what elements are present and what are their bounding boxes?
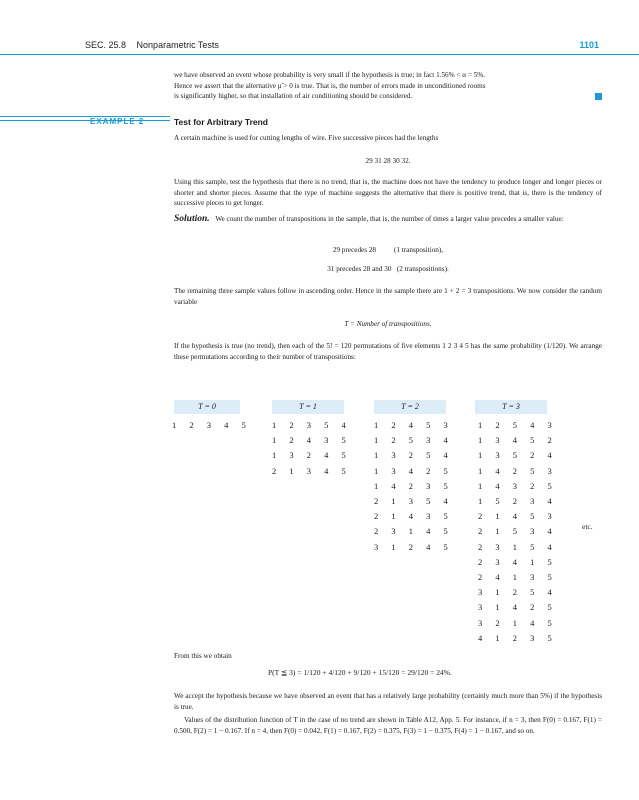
solution-label: Solution. [174,214,210,224]
example-paragraph-2: Using this sample, test the hypothesis that there is no trend, that is, the machine does not have the tendency to produce longer and longer pieces or shorter and shorter pieces. Assume that the type of machine suggests the alternative that there is positive trend, that is, there is the tendency of successive pieces to get longer. [174,178,602,208]
intro-line-3: is significantly higher, so that installation of air conditioning should be considered. [174,92,413,101]
etc-note: etc. [582,522,593,531]
intro-line-1: we have observed an event whose probability is very small if the hypothesis is true; in fact 1.56% < α = 5%. [174,71,486,79]
table-header-t1: T = 1 [272,400,344,414]
example-paragraph-3: The remaining three sample values follow in ascending order. Hence in the sample there are 1 + 2 = 3 transpositions. We now consider the random variable [174,287,602,306]
table-header-t3: T = 3 [475,400,547,414]
random-variable-definition: T = Number of transpositions. [344,320,432,328]
solution-paragraph [174,214,602,225]
probability-formula: P(T ≦ 3) = 1/120 + 4/120 + 9/120 + 15/120 = 29/120 = 24%. [268,668,452,677]
transposition-line-2: 31 precedes 28 and 30 (2 transpositions). [327,265,449,273]
wire-lengths: 29 31 28 30 32. [365,157,411,165]
permutations-t1: 1 2 3 5 4 1 2 4 3 5 1 3 2 4 5 2 1 3 4 5 [272,420,352,476]
from-this-text: From this we obtain [174,652,232,660]
example-label: EXAMPLE 2 [90,117,145,126]
conclusion-paragraph-2: Values of the distribution function of T in the case of no trend are shown in Table A12, App. 5. For instance, if n = 3, then F(0) = 0.167, F(1) = 0.500, F(2) = 1 − 0.167. If n = 4, then F(0) = 0.042, F(1) = 0.167, F(2) = 0.375, F(3) = 1 − 0.375, F(4) = 1 − 0.167, and so on. [174,716,602,735]
running-header [85,40,219,50]
solution-text: We count the number of transpositions in the sample, that is, the number of times a larger value precedes a smaller value: [215,215,564,223]
example-paragraph-4: If the hypothesis is true (no trend), then each of the 5! = 120 permutations of five elements 1 2 3 4 5 has the same probability (1/120). We arrange these permutations according to their number of transpositions: [174,342,602,361]
table-header-t0: T = 0 [174,400,240,414]
example-title: Test for Arbitrary Trend [174,117,268,127]
page-number: 1101 [579,40,599,50]
permutations-t2: 1 2 4 5 3 1 2 5 3 4 1 3 2 5 4 1 3 4 2 5 1 4 2 3 5 2 1 3 5 4 2 1 4 3 5 2 3 1 4 5 3 1 2 4 5 [374,420,454,552]
permutations-t3: 1 2 5 4 3 1 3 4 5 2 1 3 5 2 4 1 4 2 5 3 1 4 3 2 5 1 5 2 3 4 2 1 4 5 3 2 1 5 3 4 2 3 1 5 4 2 3 4 1 5 2 4 1 3 5 3 1 2 5 4 3 1 4 2 5 3 2 1 4 5 4 1 2 3 5 [478,420,558,643]
table-header-t2: T = 2 [374,400,446,414]
intro-paragraph [174,70,602,102]
permutations-t0: 1 2 3 4 5 [172,420,252,430]
header-rule [0,54,639,55]
example-rule [0,116,170,121]
example-paragraph-1: A certain machine is used for cutting lengths of wire. Five successive pieces had the lengths [174,134,439,142]
section-number: SEC. 25.8 [85,40,127,50]
section-title: Nonparametric Tests [136,40,219,50]
transposition-line-1: 29 precedes 28 (1 transposition), [332,246,444,254]
conclusion-paragraph-1: We accept the hypothesis because we have observed an event that has a relatively large probability (certainly much more than 5%) if the hypothesis is true. [174,692,602,711]
intro-line-2: Hence we assert that the alternative μ̃ > 0 is true. That is, the number of errors made in unconditioned rooms [174,81,486,90]
end-of-example-icon [595,93,602,100]
